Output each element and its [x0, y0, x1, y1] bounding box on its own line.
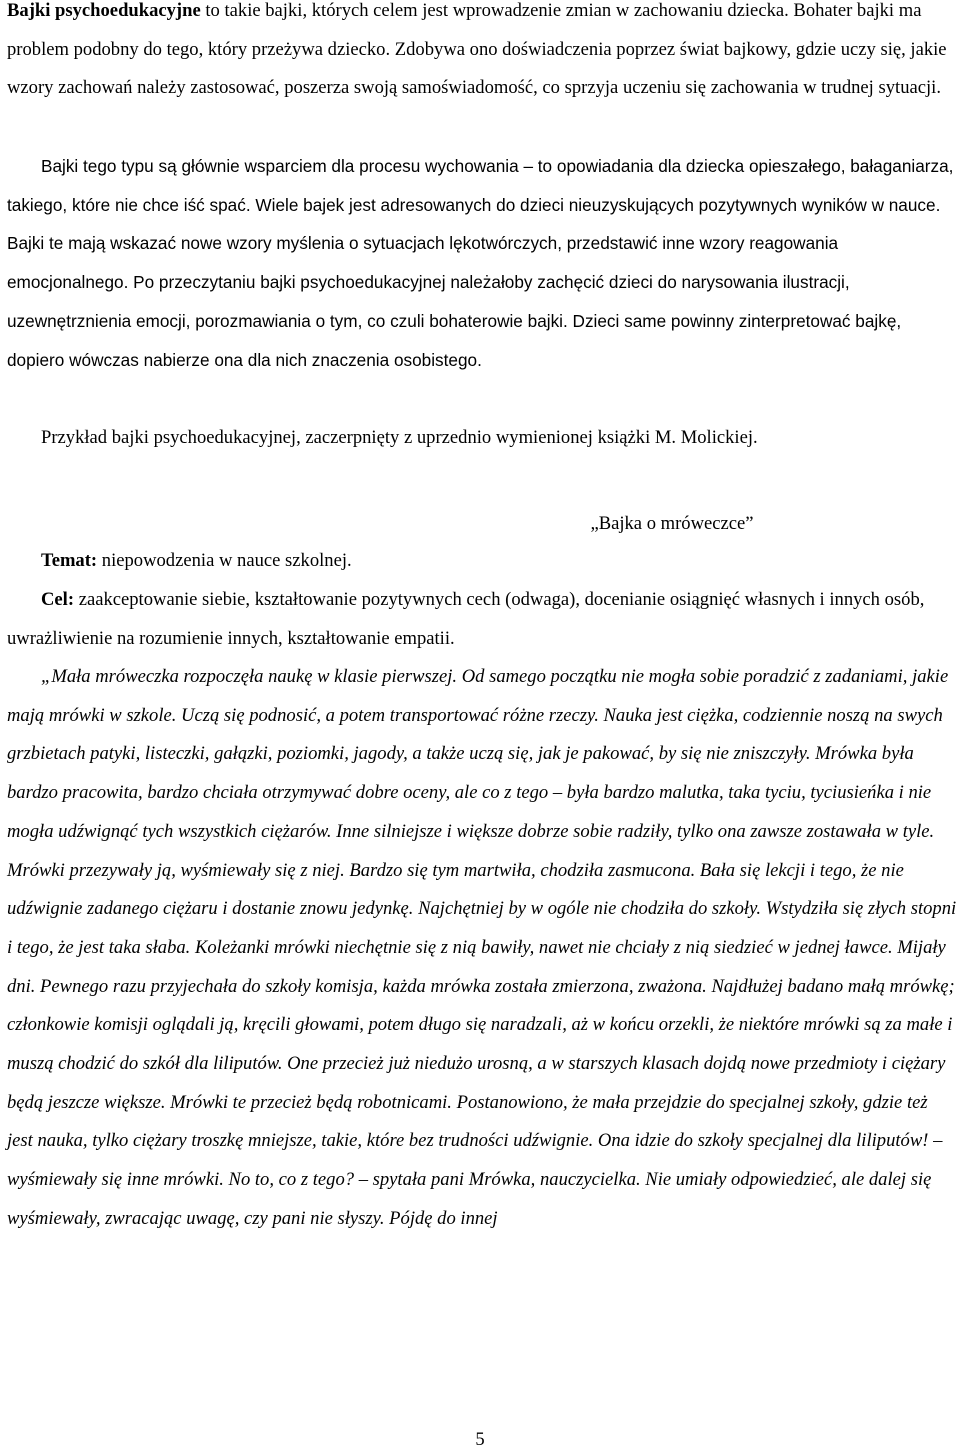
example-intro: Przykład bajki psychoedukacyjnej, zaczerpnięty z uprzednio wymienionej książki M. Molickiej. — [41, 427, 758, 448]
intro-paragraph — [7, 0, 957, 108]
page-number: 5 — [475, 1429, 485, 1450]
topic-value: niepowodzenia w nauce szkolnej. — [97, 550, 352, 571]
story-title: „Bajka o mróweczce” — [590, 513, 754, 534]
story-text: „Mała mróweczka rozpoczęła naukę w klasie pierwszej. Od samego początku nie mogła sobie poradzić z zadaniami, jakie mają mrówki w szkole. Uczą się podnosić, a potem transportować różne rzeczy. Nauka jest ciężka, codziennie noszą na swych grzbietach patyki, listeczki, gałązki, poziomki, jagody, a także uczą się, jak je pakować, by się nie zniszczyły. Mrówka była bardzo pracowita, bardzo chciała otrzymywać dobre oceny, ale co z tego – była bardzo malutka, taka tyciu, tyciusieńka i nie mogła udźwignąć tych wszystkich ciężarów. Inne silniejsze i większe dobrze sobie radziły, tylko ona zawsze zostawała w tyle. Mrówki przezywały ją, wyśmiewały się z niej. Bardzo się tym martwiła, chodziła zasmucona. Bała się lekcji i tego, że nie udźwignie zadanego ciężaru i dostanie znowu jedynkę. Najchętniej by w ogóle nie chodziła do szkoły. Wstydziła się złych stopni i tego, że jest taka słaba. Koleżanki mrówki niechętnie się z nią bawiły, nawet nie chciały z nią siedzieć w jednej ławce. Mijały dni. Pewnego razu przyjechała do szkoły komisja, każda mrówka została zmierzona, zważona. Najdłużej badano małą mrówkę; członkowie komisji oglądali ją, kręcili głowami, potem długo się naradzali, aż w końcu orzekli, że niektóre mrówki są za małe i muszą chodzić do szkół dla liliputów. One przecież już niedużo urosną, a w starszych klasach dojdą nowe przedmioty i ciężary będą jeszcze większe. Mrówki te przecież będą robotnicami. Postanowiono, że mała przejdzie do specjalnej szkoły, gdzie też jest nauka, tylko ciężary troszkę mniejsze, takie, które bez trudności udźwignie. Ona idzie do szkoły specjalnej dla liliputów! – wyśmiewały się inne mrówki. No to, co z tego? – spytała pani Mrówka, nauczycielka. Nie umiały odpowiedzieć, ale dalej się wyśmiewały, zwracając uwagę, czy pani nie słyszy. Pójdę do innej — [7, 666, 957, 1229]
support-paragraph — [7, 147, 957, 379]
term-bold: Bajki psychoedukacyjne — [7, 0, 201, 21]
goal-paragraph — [7, 581, 957, 658]
support-text: Bajki tego typu są głównie wsparciem dla procesu wychowania – to opowiadania dla dziecka opieszałego, bałaganiarza, takiego, które nie chce iść spać. — [7, 156, 954, 215]
topic-label: Temat: — [41, 550, 98, 571]
goal-value: zaakceptowanie siebie, kształtowanie pozytywnych cech (odwaga), docenianie osiągnięć własnych i innych osób, uwrażliwienie na rozumienie innych, kształtowanie empatii. — [7, 589, 925, 649]
topic-line — [7, 542, 957, 581]
goal-label: Cel: — [41, 589, 75, 610]
rest-text: Wiele bajek jest adresowanych do dzieci nieuzyskujących pozytywnych wyników w nauce. Bajki te mają wskazać nowe wzory myślenia o sytuacjach lękotwórczych, przedstawić inne wzory reagowania emocjonalnego. Po przeczytaniu bajki psychoedukacyjnej należałoby zachęcić dzieci do narysowania ilustracji, uzewnętrznienia emocji, porozmawiania o tym, co czuli bohaterowie bajki. Dzieci same powinny zinterpretować bajkę, dopiero wówczas nabierze ona dla nich znaczenia osobistego. — [7, 194, 941, 370]
definition-text: to takie bajki, których celem jest wprowadzenie zmian w zachowaniu dziecka. Bohater bajki ma problem podobny do tego, który przeżywa dziecko. Zdobywa ono doświadczenia poprzez świat bajkowy, gdzie uczy się, jakie wzory zachowań należy zastosować, poszerza swoją samoświadomość, co sprzyja uczeniu się zachowania w trudnej sytuacji. — [7, 0, 947, 99]
